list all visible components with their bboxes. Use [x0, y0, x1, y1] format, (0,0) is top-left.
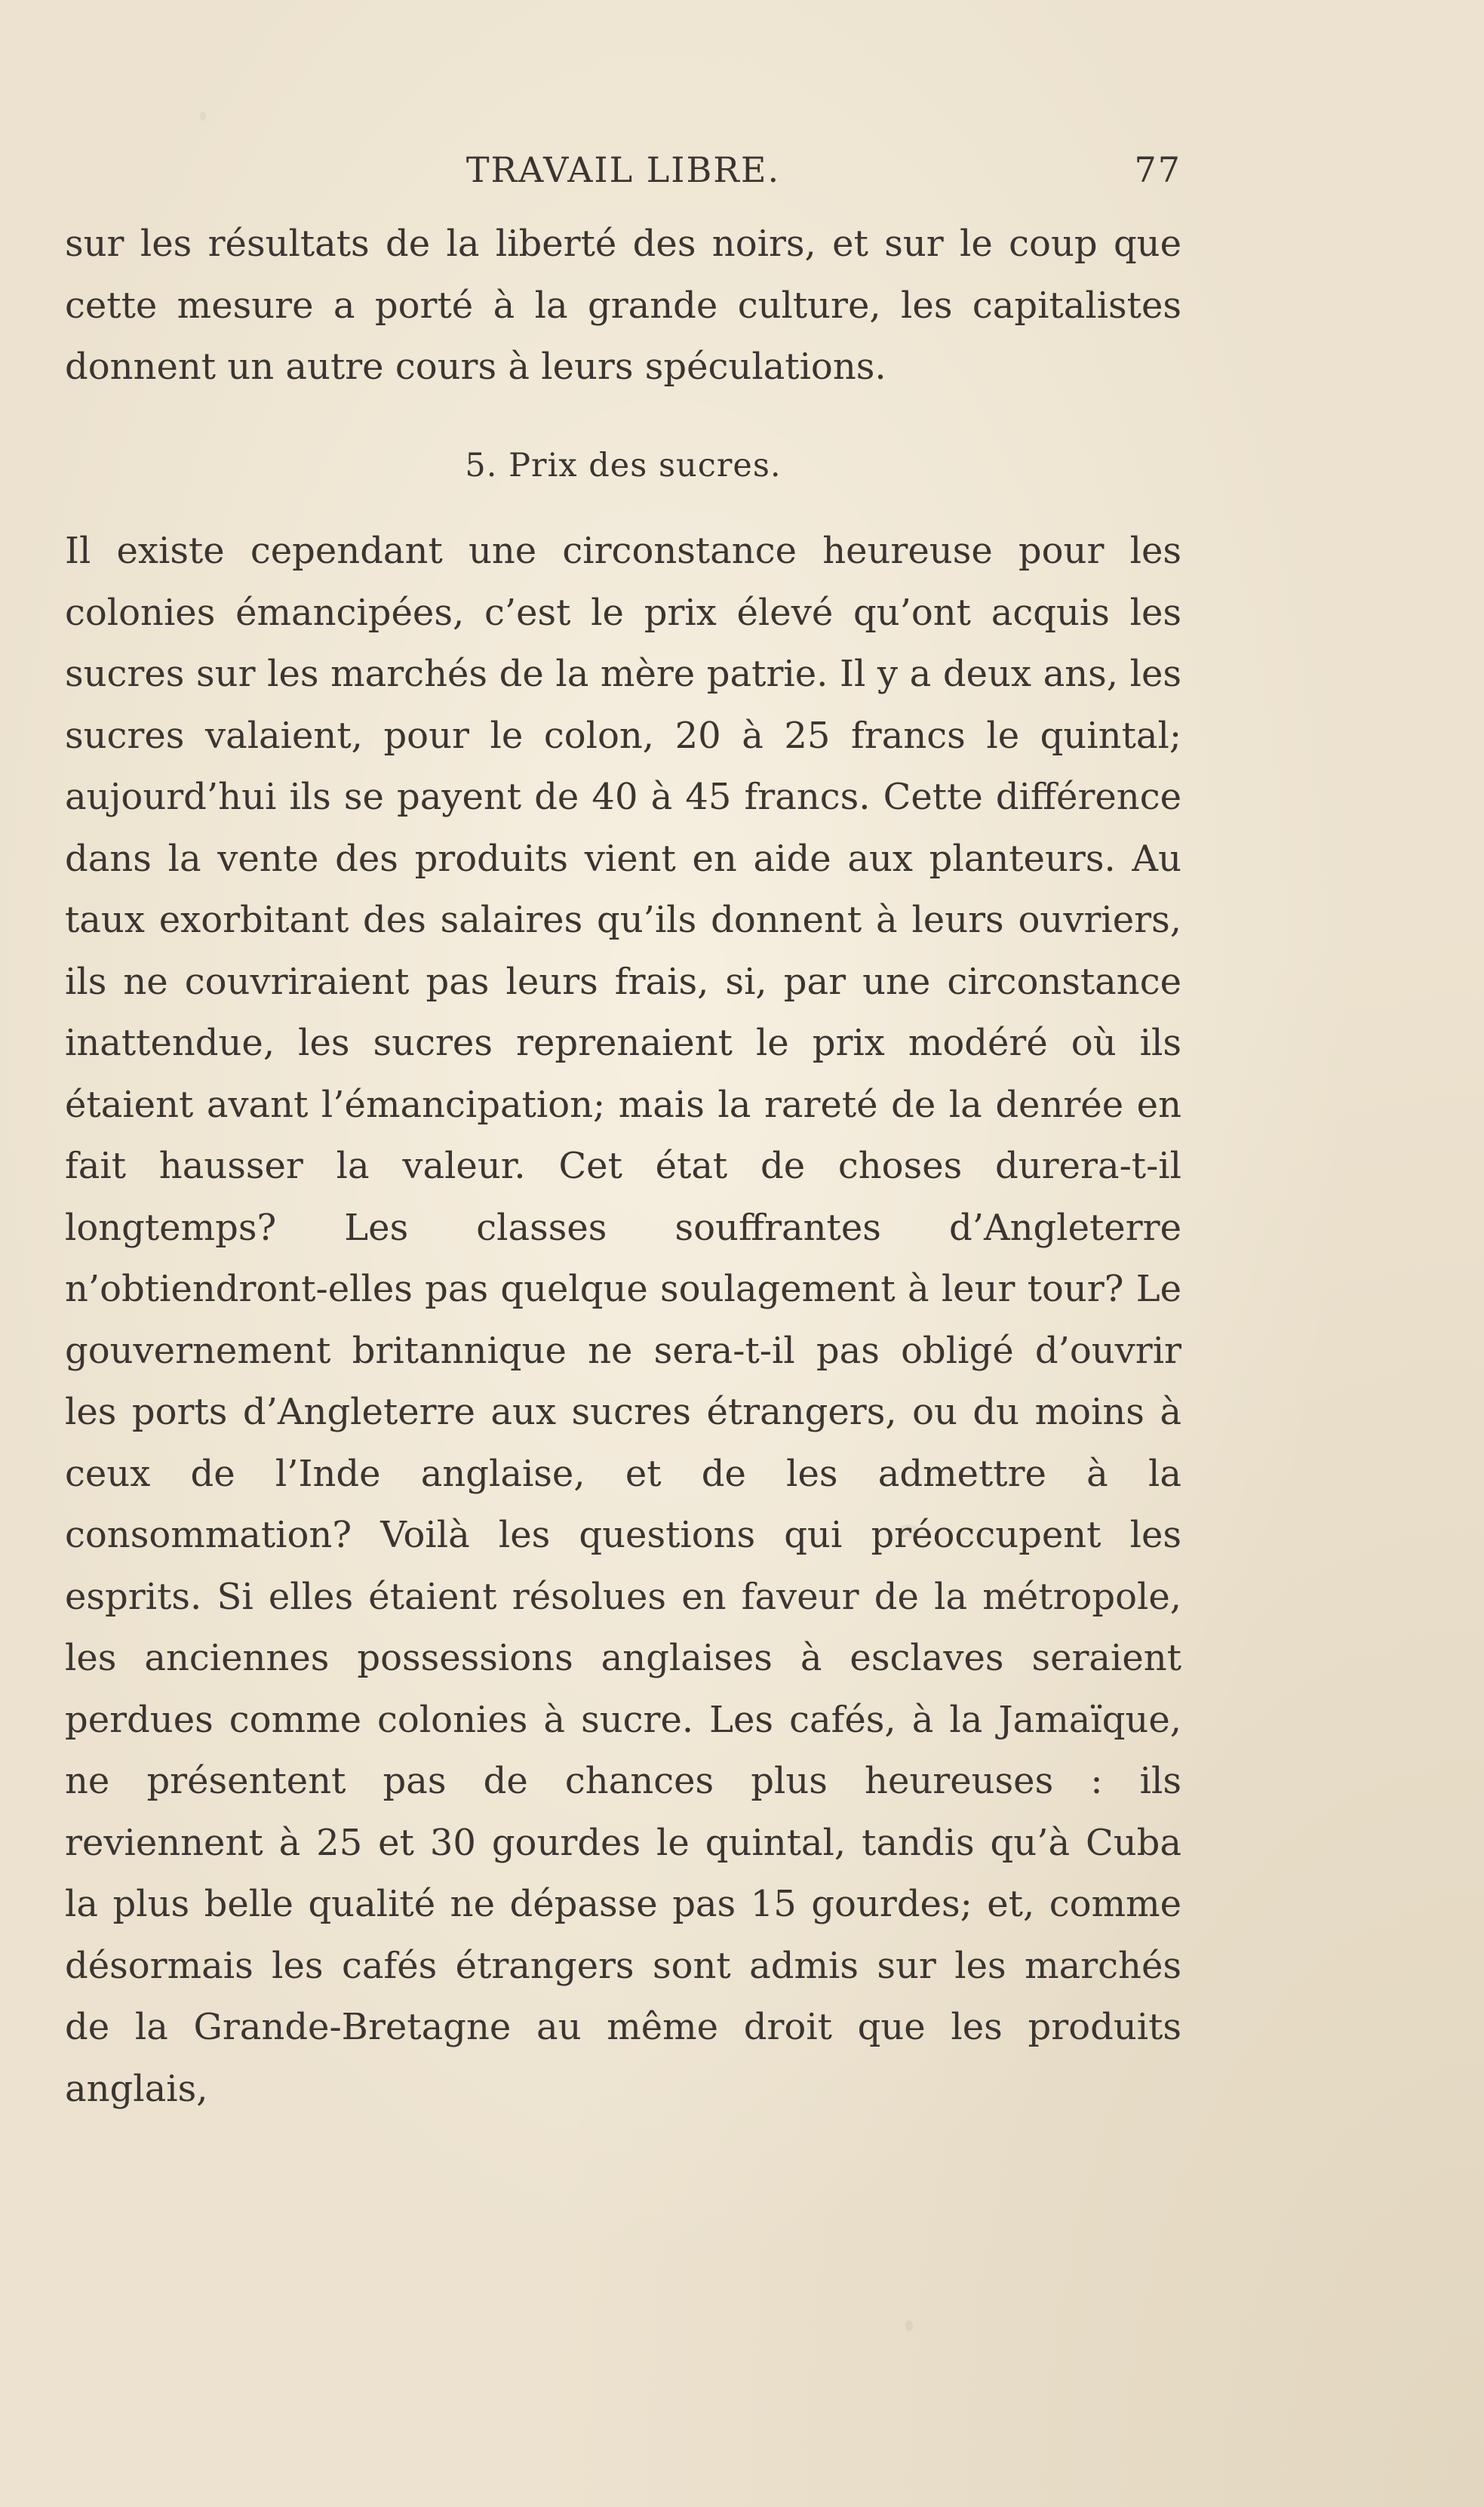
paragraph-continuation: sur les résultats de la liberté des noirs, et sur le coup que cette mesure a porté à la grande culture, les capitalistes donnent un autre cours à leurs spéculations. — [65, 223, 1181, 388]
running-title: TRAVAIL LIBRE. — [465, 149, 781, 190]
paper-stain — [200, 112, 206, 121]
page-number: 77 — [1134, 149, 1181, 190]
running-head — [65, 149, 1181, 202]
section-heading: 5. Prix des sucres. — [465, 447, 782, 484]
paper-stain — [905, 2321, 913, 2331]
paragraph-sugar-prices: Il existe cependant une circonstance heureuse pour les colonies émancipées, c’est le prix élevé qu’ont acquis les sucres sur les marchés de la mère patrie. Il y a deux ans, les sucres valaient, pour le colon, 20 à 25 francs le quintal; aujourd’hui ils se payent de 40 à 45 francs. Cette différence dans la vente des produits vient en aide aux planteurs. Au taux exorbitant des salaires qu’ils donnent à leurs ouvriers, ils ne couvriraient pas leurs frais, si, par une circonstance inattendue, les sucres reprenaient le prix modéré où ils étaient avant l’émancipation; mais la rareté de la denrée en fait hausser la valeur. Cet état de choses durera-t-il longtemps? Les classes souffrantes d’Angleterre n’obtiendront-elles pas quelque soulagement à leur tour? Le gouvernement britannique ne sera-t-il pas obligé d’ouvrir les ports d’Angleterre aux sucres étrangers, ou du moins à ceux de l’Inde anglaise, et de les admettre à la consommation? Voilà les questions qui préoccupent les esprits. Si elles étaient résolues en faveur de la métropole, les anciennes possessions anglaises à esclaves seraient perdues comme colonies à sucre. Les cafés, à la Jamaïque, ne présentent pas de chances plus heureuses : ils reviennent à 25 et 30 gourdes le quintal, tandis qu’à Cuba la plus belle qualité ne dépasse pas 15 gourdes; et, comme désormais les cafés étrangers sont admis sur les marchés de la Grande-Bretagne au même droit que les produits anglais, — [65, 530, 1181, 2110]
